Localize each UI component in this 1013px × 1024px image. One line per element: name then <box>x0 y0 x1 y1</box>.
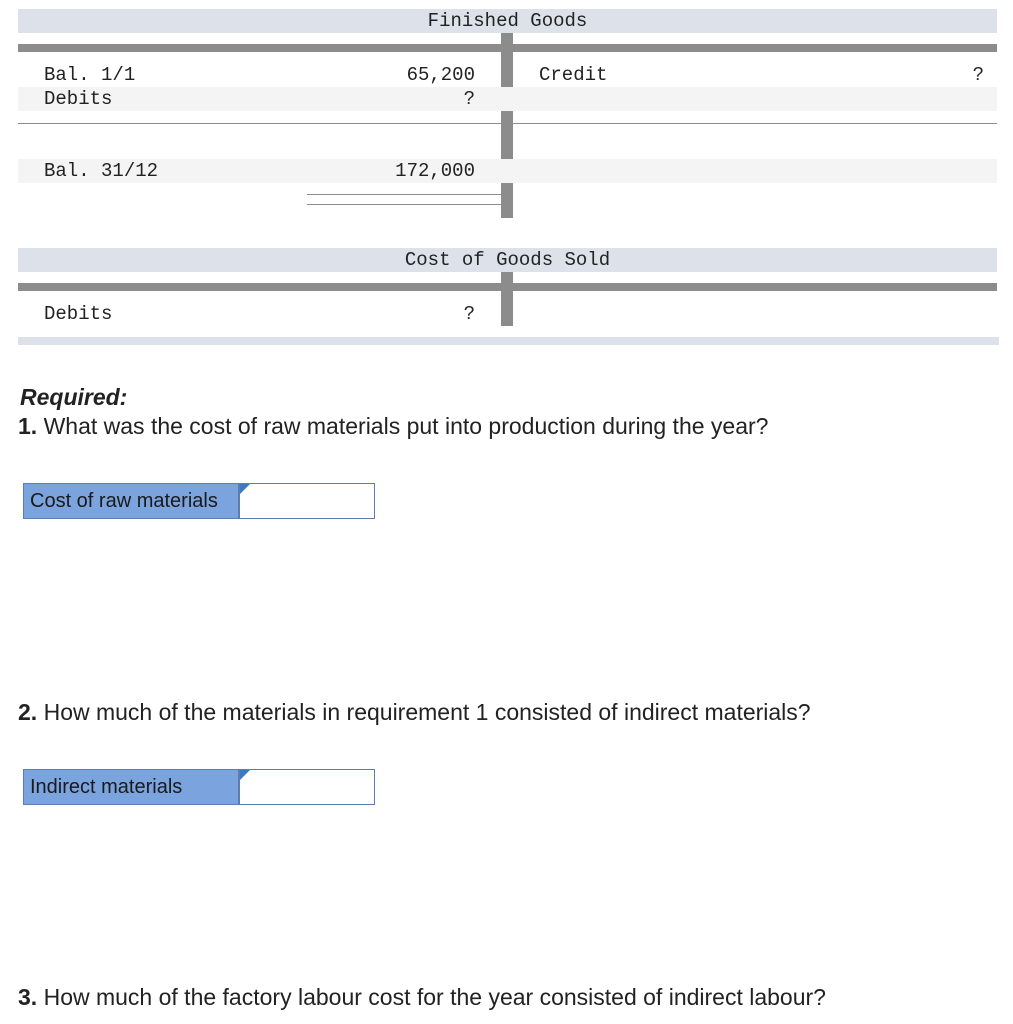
divider-line <box>18 123 997 124</box>
ending-balance-label: Bal. 31/12 <box>44 160 159 182</box>
cogs-debit-value: ? <box>463 303 475 325</box>
answer-input-cell[interactable] <box>240 770 374 804</box>
indirect-materials-input[interactable] <box>240 770 374 804</box>
finished-goods-title: Finished Goods <box>18 9 997 33</box>
t-account-stem <box>501 33 513 218</box>
answer-label: Cost of raw materials <box>24 484 240 518</box>
cogs-title: Cost of Goods Sold <box>18 248 997 272</box>
cogs-bottom-rule <box>18 337 999 345</box>
answer-label: Indirect materials <box>24 770 240 804</box>
question-1-number: 1. <box>18 413 38 439</box>
question-1 <box>18 413 768 440</box>
question-3-number: 3. <box>18 984 38 1010</box>
row-shade <box>18 87 997 111</box>
credit-value: ? <box>972 64 984 86</box>
double-underline-bottom <box>307 204 501 205</box>
question-1-text: What was the cost of raw materials put into production during the year? <box>37 413 769 439</box>
double-underline-top <box>307 194 501 195</box>
credit-label: Credit <box>539 64 608 86</box>
debit-label-beginning-balance: Bal. 1/1 <box>44 64 136 86</box>
ending-balance-value: 172,000 <box>395 160 475 182</box>
row-shade <box>18 159 997 183</box>
cost-of-raw-materials-input[interactable] <box>240 484 374 518</box>
question-2-number: 2. <box>18 699 38 725</box>
t-account-stem <box>501 272 513 326</box>
debit-label-debits: Debits <box>44 88 113 110</box>
input-marker-icon <box>240 770 250 780</box>
question-3-text: How much of the factory labour cost for the year consisted of indirect labour? <box>37 984 826 1010</box>
question-2-text: How much of the materials in requirement 1 consisted of indirect materials? <box>37 699 811 725</box>
question-2 <box>18 699 811 726</box>
debit-value-beginning-balance: 65,200 <box>406 64 475 86</box>
cogs-debit-label: Debits <box>44 303 113 325</box>
cost-of-raw-materials-answer <box>23 483 375 519</box>
answer-input-cell[interactable] <box>240 484 374 518</box>
debit-value-debits: ? <box>463 88 475 110</box>
required-heading: Required: <box>20 384 128 410</box>
question-3 <box>18 984 826 1011</box>
indirect-materials-answer <box>23 769 375 805</box>
input-marker-icon <box>240 484 250 494</box>
